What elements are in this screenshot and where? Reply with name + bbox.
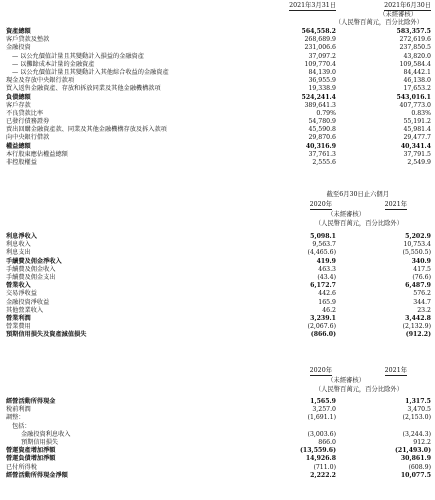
row-value-col2: 109,584.4 <box>399 60 431 68</box>
col1-header: 2020年 <box>309 201 332 208</box>
row-label: 交易淨收益 <box>6 290 37 298</box>
table-row <box>0 249 435 257</box>
cashflow-header <box>0 367 435 398</box>
row-value-col2: 3,442.8 <box>405 314 431 322</box>
row-label: 手續費及佣金支出 <box>6 273 56 281</box>
row-value-col2: 37,791.5 <box>403 150 431 158</box>
row-value-col1: 3,239.1 <box>310 314 336 322</box>
table-row <box>0 134 435 142</box>
row-label: 利息收入 <box>6 241 31 249</box>
table-row <box>0 241 435 249</box>
row-label: 客戶貸款及墊款 <box>6 36 50 44</box>
row-value-col1: 564,558.2 <box>301 28 336 35</box>
row-value-col1: 84,139.0 <box>308 68 336 76</box>
row-value-col1: 268,689.9 <box>304 36 336 44</box>
table-row <box>0 159 435 167</box>
table-row <box>0 464 435 472</box>
row-value-col2: 3,470.5 <box>407 406 431 414</box>
audit-label: （未經審核） <box>327 211 365 218</box>
row-value-col2: 30,861.9 <box>400 455 431 463</box>
row-value-col1: 524,241.4 <box>301 93 336 101</box>
row-value-col2: 5,202.9 <box>405 233 431 240</box>
row-label: — 以公允價值計量且其變動計入損益的金融資產 <box>12 52 144 60</box>
table-row <box>0 85 435 93</box>
row-value-col2: (2,153.0) <box>402 414 431 422</box>
row-value-col1: (13,559.6) <box>300 447 336 455</box>
audit-label: （未經審核） <box>327 377 365 384</box>
row-value-col1: 463.3 <box>318 265 336 273</box>
row-value-col2: 417.5 <box>413 265 431 273</box>
row-value-col1: (2,067.6) <box>307 323 336 331</box>
row-label: 資產總額 <box>6 28 31 35</box>
balance-sheet-section <box>0 2 435 167</box>
row-label: 買入返售金融資產、存放和拆放同業及其他金融機構款項 <box>6 85 161 93</box>
table-row <box>0 266 435 274</box>
table-row <box>0 447 435 455</box>
table-row <box>0 414 435 422</box>
row-label: 手續費及佣金淨收入 <box>6 257 62 265</box>
row-label: 營業費用 <box>6 323 31 331</box>
row-label: 現金及存放中央銀行款項 <box>6 77 75 85</box>
income-section <box>0 191 435 339</box>
row-label: 調整： <box>6 414 25 422</box>
row-label: — 以公允價值計量且其變動計入其他綜合收益的金融資產 <box>12 68 169 76</box>
row-value-col2: 84,442.1 <box>403 68 431 76</box>
table-row <box>0 126 435 134</box>
table-row <box>0 61 435 69</box>
row-value-col2: 407,773.0 <box>399 101 431 109</box>
income-table <box>0 233 435 339</box>
row-label: 金融投資 <box>6 44 31 52</box>
row-label: 金融投資利息收入 <box>21 430 71 438</box>
table-row <box>0 299 435 307</box>
row-value-col2: 0.83% <box>411 109 431 117</box>
table-row <box>0 423 435 431</box>
table-row <box>0 406 435 414</box>
balance-header <box>0 2 435 28</box>
table-row <box>0 44 435 52</box>
row-value-col1: 46.2 <box>322 306 336 314</box>
row-value-col2: 543,016.1 <box>396 93 431 101</box>
table-row <box>0 282 435 290</box>
table-row <box>0 258 435 266</box>
table-row <box>0 69 435 77</box>
row-value-col2: 1,317.5 <box>405 398 431 405</box>
row-value-col1: 37,761.3 <box>308 150 336 158</box>
table-row <box>0 274 435 282</box>
row-value-col1: (711.0) <box>313 463 336 471</box>
col2-header: 2021年6月30日 <box>384 2 431 9</box>
row-label: 不良貸款比率 <box>6 109 44 117</box>
table-row <box>0 315 435 323</box>
table-row <box>0 151 435 159</box>
row-label: 營業收入 <box>6 282 31 290</box>
row-value-col1: 3,257.0 <box>312 406 336 414</box>
row-value-col1: 389,641.3 <box>304 101 336 109</box>
table-row <box>0 143 435 151</box>
units-label: （人民幣百萬元，百分比除外） <box>314 386 403 393</box>
row-label: 預期信用損失 <box>21 438 59 446</box>
table-row <box>0 36 435 44</box>
cashflow-table <box>0 398 435 480</box>
row-value-col1: 37,097.2 <box>308 52 336 60</box>
table-row <box>0 398 435 406</box>
row-value-col1: 6,172.7 <box>310 282 336 290</box>
table-row <box>0 290 435 298</box>
row-value-col1: 14,926.8 <box>305 455 336 463</box>
balance-table <box>0 28 435 167</box>
row-label: 手續費及佣金收入 <box>6 265 56 273</box>
row-label: 向中央銀行借款 <box>6 134 50 142</box>
row-value-col2: (5,550.5) <box>402 249 431 257</box>
row-label: 利息淨收入 <box>6 233 37 240</box>
row-value-col2: (608.9) <box>408 463 431 471</box>
row-value-col2: 45,981.4 <box>403 126 431 134</box>
cashflow-section <box>0 367 435 480</box>
row-value-col1: 29,870.6 <box>308 134 336 142</box>
table-row <box>0 455 435 463</box>
col2-header: 2021年 <box>384 201 407 208</box>
row-value-col1: 36,955.9 <box>308 77 336 85</box>
row-label: 營運資產增加淨額 <box>6 447 56 455</box>
row-value-col2: 344.7 <box>413 298 431 306</box>
row-value-col1: (43.4) <box>317 273 336 281</box>
row-value-col1: (3,003.6) <box>307 430 336 438</box>
row-label: — 以攤餘成本計量的金融資產 <box>12 60 95 68</box>
row-label: 負債總額 <box>6 93 31 101</box>
table-row <box>0 28 435 36</box>
row-value-col2: 17,653.2 <box>403 85 431 93</box>
row-label: 經營活動所得現金淨額 <box>6 471 68 479</box>
table-row <box>0 110 435 118</box>
row-value-col2: 583,357.5 <box>396 28 431 35</box>
table-row <box>0 94 435 102</box>
row-value-col2: 40,341.4 <box>400 142 431 150</box>
row-label: 稅前利潤 <box>6 406 31 414</box>
row-value-col2: 46,138.0 <box>403 77 431 85</box>
row-value-col2: 29,477.7 <box>403 134 431 142</box>
row-label: 經營活動所得現金 <box>6 398 56 405</box>
col2-header: 2021年 <box>384 367 407 374</box>
col2-audit-label: （未經審核） <box>379 11 417 18</box>
row-value-col1: 165.9 <box>318 298 336 306</box>
row-value-col1: 442.6 <box>318 290 336 298</box>
row-value-col2: (76.6) <box>412 273 431 281</box>
row-value-col1: 2,555.6 <box>312 159 336 166</box>
row-label: 包括： <box>12 422 31 430</box>
row-label: 已發行債務證券 <box>6 118 50 126</box>
row-label: 本行股東應佔權益總額 <box>6 150 68 158</box>
col1-header: 2020年 <box>309 367 332 374</box>
table-row <box>0 53 435 61</box>
row-label: 賣出回購金融資產款、同業及其他金融機構存放及拆入款項 <box>6 126 167 134</box>
row-value-col2: 10,753.4 <box>403 241 431 249</box>
row-value-col2: 272,619.6 <box>399 36 431 44</box>
row-label: 營業利潤 <box>6 314 31 322</box>
row-value-col2: 237,850.5 <box>399 44 431 52</box>
row-label: 非控股權益 <box>6 159 37 166</box>
row-label: 權益總額 <box>6 142 31 150</box>
row-label: 已付所得稅 <box>6 463 37 471</box>
table-row <box>0 233 435 241</box>
row-value-col2: (21,493.0) <box>395 447 431 455</box>
row-label: 預期信用損失及資產減值損失 <box>6 331 87 339</box>
row-value-col2: (912.2) <box>405 331 431 339</box>
row-label: 客戶存款 <box>6 101 31 109</box>
table-row <box>0 472 435 480</box>
row-value-col1: (866.0) <box>310 331 336 339</box>
row-value-col1: (4,465.6) <box>307 249 336 257</box>
income-header <box>0 191 435 233</box>
row-value-col1: 231,006.6 <box>304 44 336 52</box>
row-value-col1: 1,565.9 <box>310 398 336 405</box>
period-label: 截至6月30日止六個月 <box>326 191 389 198</box>
table-row <box>0 102 435 110</box>
row-value-col2: 2,549.9 <box>407 159 431 166</box>
row-label: 其他營業收入 <box>6 306 44 314</box>
row-value-col1: 0.79% <box>316 109 336 117</box>
row-label: 金融投資淨收益 <box>6 298 50 306</box>
row-value-col2: 23.2 <box>417 306 431 314</box>
row-value-col1: 9,563.7 <box>312 241 336 249</box>
row-value-col2: 6,487.9 <box>405 282 431 290</box>
row-value-col1: 5,098.1 <box>310 233 336 240</box>
row-value-col1: 419.9 <box>316 257 336 265</box>
table-row <box>0 331 435 339</box>
row-value-col1: 866.0 <box>318 438 336 446</box>
row-value-col1: 54,780.9 <box>308 118 336 126</box>
row-value-col1: 2,222.2 <box>310 471 336 479</box>
row-value-col2: 43,820.0 <box>403 52 431 60</box>
table-row <box>0 431 435 439</box>
row-value-col2: 10,077.5 <box>400 471 431 479</box>
row-value-col2: 340.9 <box>411 257 431 265</box>
row-value-col1: 45,590.8 <box>308 126 336 134</box>
row-value-col1: (1,691.1) <box>307 414 336 422</box>
row-label: 利息支出 <box>6 249 31 257</box>
row-value-col2: (3,244.3) <box>402 430 431 438</box>
row-value-col2: 912.2 <box>413 438 431 446</box>
row-value-col2: 576.2 <box>413 290 431 298</box>
units-label: （人民幣百萬元，百分比除外） <box>314 220 403 227</box>
row-value-col2: 55,191.2 <box>403 118 431 126</box>
row-label: 營運負債增加淨額 <box>6 455 56 463</box>
units-label: （人民幣百萬元，百分比除外） <box>334 19 423 26</box>
row-value-col1: 109,770.4 <box>304 60 336 68</box>
table-row <box>0 307 435 315</box>
table-row <box>0 439 435 447</box>
row-value-col1: 19,338.9 <box>308 85 336 93</box>
col1-header: 2021年3月31日 <box>289 2 336 9</box>
row-value-col1: 40,316.9 <box>305 142 336 150</box>
row-value-col2: (2,132.9) <box>402 323 431 331</box>
